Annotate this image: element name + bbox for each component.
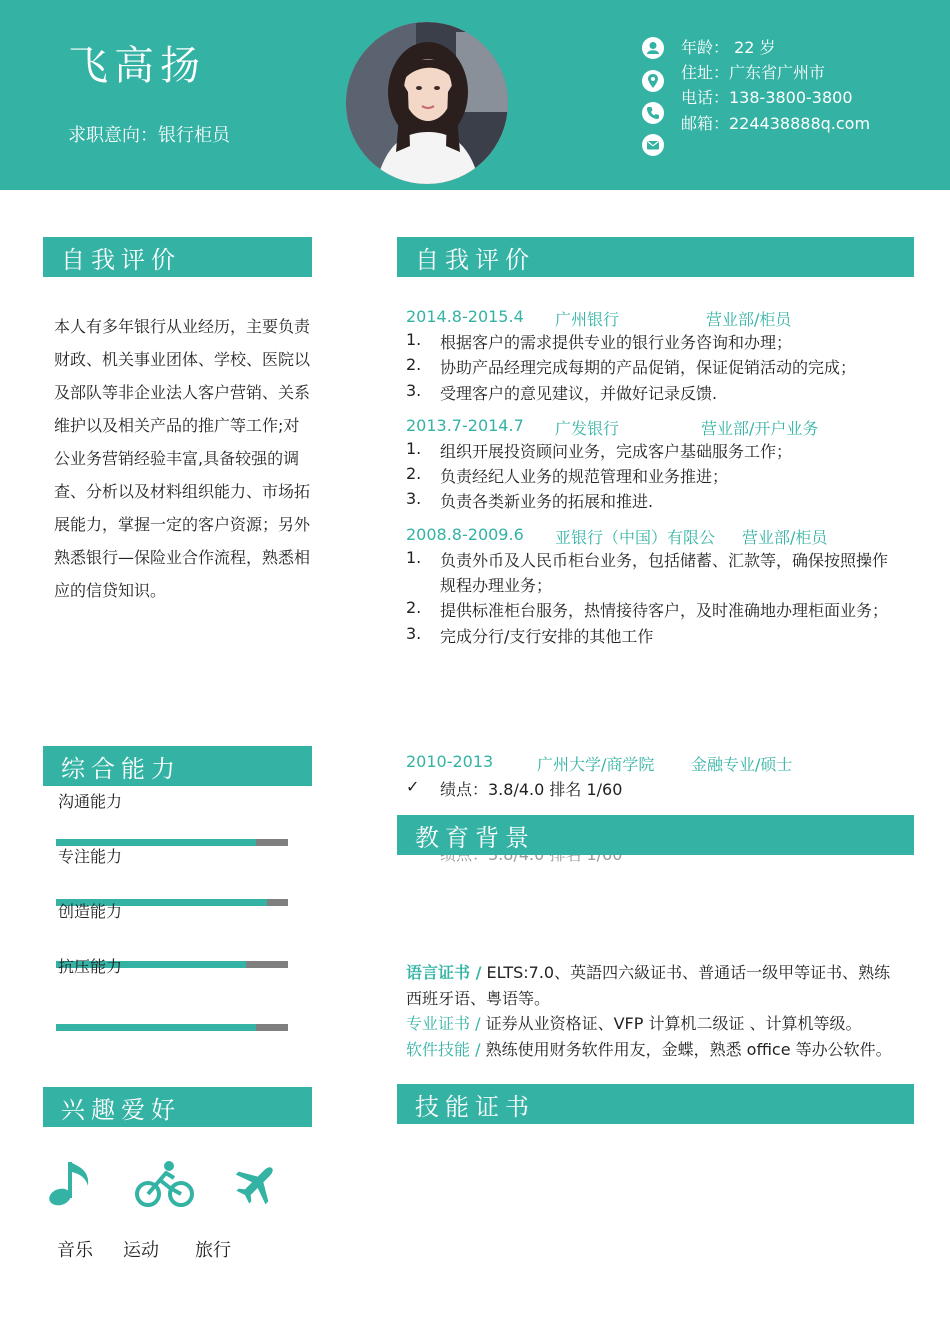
mail-icon [642, 134, 664, 156]
job-company: 广发银行 [555, 419, 620, 438]
certs-heading [397, 1084, 914, 1124]
cert-language-cont: 西班牙语、粤语等。 [406, 989, 551, 1008]
hobby-label: 旅行 [195, 1240, 231, 1261]
education-heading [397, 815, 914, 855]
list-number: 1. [406, 439, 422, 458]
cycling-icon [134, 1160, 196, 1208]
self-eval-heading [43, 237, 312, 277]
list-text: 组织开展投资顾问业务，完成客户基础服务工作； [440, 442, 793, 461]
cert-text: ELTS:7.0、英語四六級证书、普通话一级甲等证书、熟练 [481, 963, 891, 982]
job-role: 营业部/柜员 [706, 310, 792, 329]
experience-title: 自我评价 [415, 246, 535, 274]
list-number: 1. [406, 330, 422, 349]
edu-school: 广州大学/商学院 [537, 755, 655, 774]
job-period: 2013.7-2014.7 [406, 416, 524, 435]
job-role: 营业部/开户业务 [701, 419, 819, 438]
cert-professional [406, 1011, 862, 1037]
skill-label: 创造能力 [58, 902, 123, 921]
edu-detail: 绩点：3.8/4.0 排名 1/60 [440, 780, 623, 799]
list-text: 完成分行/支行安排的其他工作 [440, 627, 654, 646]
location-icon [642, 70, 664, 92]
contact-age: 年龄： 22 岁 [681, 38, 776, 57]
phone-icon [642, 102, 664, 124]
profile-photo [346, 22, 508, 184]
skill-bar-fill [56, 1024, 256, 1031]
job-period: 2008.8-2009.6 [406, 525, 524, 544]
cert-label: 专业证书 / [406, 1014, 481, 1033]
person-icon [642, 37, 664, 59]
list-text: 提供标准柜台服务，热情接待客户，及时准确地办理柜面业务； [440, 601, 889, 620]
certs-title: 技能证书 [415, 1093, 535, 1121]
list-text: 负责经纪人业务的规范管理和业务推进； [440, 467, 729, 486]
skill-label: 沟通能力 [58, 792, 123, 811]
list-number: 3. [406, 381, 422, 400]
list-text: 协助产品经理完成每期的产品促销，保证促销活动的完成； [440, 358, 857, 377]
job-intent: 求职意向：银行柜员 [68, 125, 230, 146]
self-eval-title: 自我评价 [61, 246, 181, 274]
candidate-name: 飞高扬 [68, 43, 206, 89]
cert-text: 证券从业资格证、VFP 计算机二级证 、计算机等级。 [480, 1014, 862, 1033]
skill-bar-track [56, 1024, 288, 1031]
cert-label: 语言证书 / [406, 963, 482, 982]
list-number: 2. [406, 598, 422, 617]
cert-text: 熟练使用财务软件用友，金蝶，熟悉 office 等办公软件。 [480, 1040, 892, 1059]
list-number: 3. [406, 489, 422, 508]
list-text: 负责各类新业务的拓展和推进. [440, 492, 654, 511]
skill-label: 专注能力 [58, 847, 123, 866]
airplane-icon [234, 1160, 280, 1206]
list-text: 根据客户的需求提供专业的银行业务咨询和办理； [440, 333, 793, 352]
hobbies-title: 兴趣爱好 [61, 1096, 181, 1124]
experience-heading [397, 237, 914, 277]
list-text: 负责外币及人民币柜台业务，包括储蓄、汇款等，确保按照操作 [440, 551, 889, 570]
list-number: 2. [406, 464, 422, 483]
list-text: 受理客户的意见建议，并做好记录反馈. [440, 384, 718, 403]
education-title: 教育背景 [415, 824, 535, 852]
skill-label: 抗压能力 [58, 957, 123, 976]
self-eval-text: 本人有多年银行从业经历，主要负责财政、机关事业团体、学校、医院以及部队等非企业法人客户营销、关系维护以及相关产品的推广等工作;对公业务营销经验丰富,具备较强的调查、分析以及材料组织能力、市场拓展能力，掌握一定的客户资源；另外熟悉银行—保险业合作流程，熟悉相应的信贷知识。 [54, 317, 311, 600]
hobbies-heading [43, 1087, 312, 1127]
list-number: 3. [406, 624, 422, 643]
list-text: 规程办理业务； [440, 576, 553, 595]
contact-phone: 电话：138-3800-3800 [681, 88, 853, 107]
cert-software [406, 1037, 892, 1063]
edu-major: 金融专业/硕士 [691, 755, 793, 774]
contact-email: 邮箱：224438888q.com [681, 114, 871, 133]
list-number: 1. [406, 548, 422, 567]
music-note-icon [46, 1158, 98, 1208]
contact-address: 住址：广东省广州市 [681, 63, 826, 82]
cert-label: 软件技能 / [406, 1040, 481, 1059]
list-number: 2. [406, 355, 422, 374]
cert-language [406, 960, 890, 986]
skills-title: 综合能力 [61, 755, 181, 783]
edu-period: 2010-2013 [406, 752, 494, 771]
hobby-label: 运动 [123, 1240, 159, 1261]
job-period: 2014.8-2015.4 [406, 307, 524, 326]
job-role: 营业部/柜员 [742, 528, 828, 547]
job-company: 广州银行 [555, 310, 620, 329]
skills-heading [43, 746, 312, 786]
hobby-label: 音乐 [57, 1240, 93, 1261]
check-icon: ✓ [406, 777, 420, 796]
job-company: 亚银行（中国）有限公 [555, 528, 716, 547]
